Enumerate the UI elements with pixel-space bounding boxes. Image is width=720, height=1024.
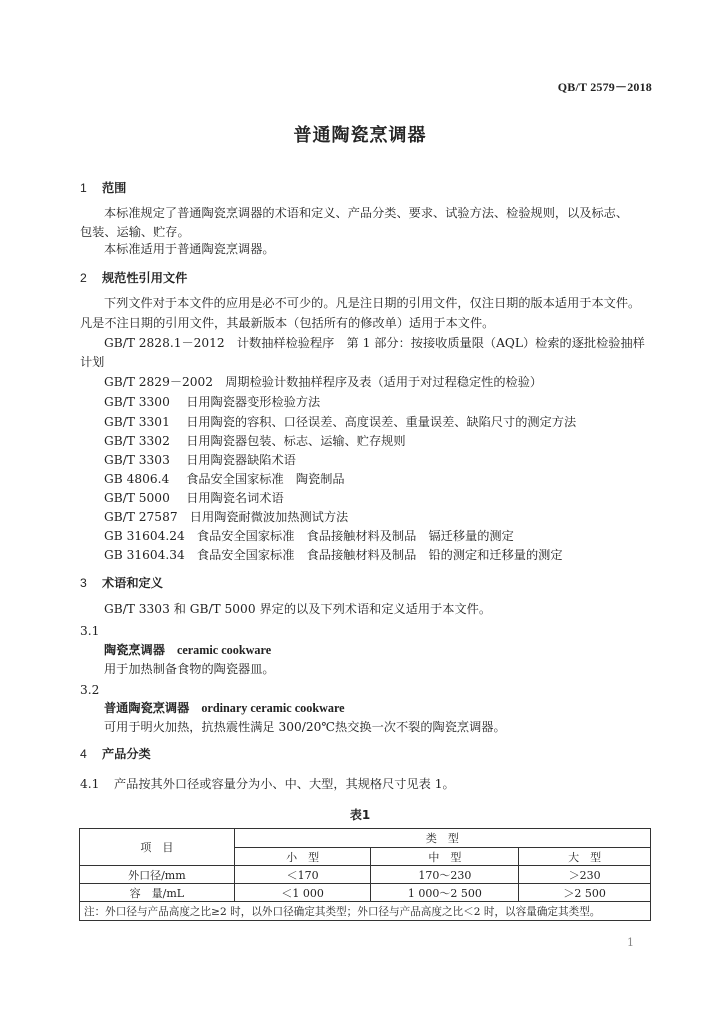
term-chinese: 陶瓷烹调器	[104, 643, 165, 657]
page-number: 1	[627, 936, 634, 949]
reference-item: GB/T 5000 日用陶瓷名词术语	[104, 491, 284, 505]
reference-item: GB 31604.24 食品安全国家标准 食品接触材料及制品 镉迁移量的测定	[104, 529, 514, 543]
term-number: 3.2	[80, 683, 100, 697]
document-title: 普通陶瓷烹调器	[293, 125, 427, 146]
header-large: 大 型	[519, 848, 651, 866]
table-header-row	[80, 829, 651, 848]
header-small: 小 型	[234, 848, 371, 866]
cell-medium: 170～230	[371, 866, 519, 884]
header-type: 类 型	[234, 829, 650, 848]
reference-item: GB/T 3302 日用陶瓷器包装、标志、运输、贮存规则	[104, 434, 406, 448]
table-note: 注：外口径与产品高度之比≥2 时，以外口径确定其类型；外口径与产品高度之比＜2 时，以容量确定其类型。	[80, 902, 651, 921]
reference-item: GB 4806.4 食品安全国家标准 陶瓷制品	[104, 472, 345, 486]
clause-4-1	[80, 778, 455, 790]
section-number: 1	[80, 181, 87, 195]
reference-item: GB/T 27587 日用陶瓷耐微波加热测试方法	[104, 510, 349, 524]
section-title: 范围	[102, 181, 127, 195]
term-english: ordinary ceramic cookware	[201, 701, 345, 715]
section-3-heading	[80, 577, 163, 589]
section-title: 规范性引用文件	[102, 271, 188, 285]
paragraph-line: 本标准适用于普通陶瓷烹调器。	[104, 242, 275, 256]
table-row	[80, 866, 651, 884]
cell-medium: 1 000～2 500	[371, 884, 519, 902]
reference-item: GB/T 2828.1－2012 计数抽样检验程序 第 1 部分：按接收质量限（AQL）检索的逐批检验抽样	[104, 336, 645, 350]
cell-large: ＞2 500	[519, 884, 651, 902]
section-title: 产品分类	[102, 747, 151, 761]
paragraph-line: 下列文件对于本文件的应用是必不可少的。凡是注日期的引用文件，仅注日期的版本适用于本文件。	[104, 296, 641, 310]
cell-small: ＜170	[234, 866, 371, 884]
document-code: QB/T 2579－2018	[557, 80, 652, 94]
reference-item: GB 31604.34 食品安全国家标准 食品接触材料及制品 铅的测定和迁移量的测定	[104, 548, 563, 562]
paragraph-line: 包装、运输、贮存。	[80, 225, 190, 239]
table-row	[80, 884, 651, 902]
term-definition: 用于加热制备食物的陶瓷器皿。	[104, 662, 275, 676]
clause-text: 产品按其外口径或容量分为小、中、大型，其规格尺寸见表 1。	[114, 777, 455, 791]
header-medium: 中 型	[371, 848, 519, 866]
cell-large: ＞230	[519, 866, 651, 884]
term-definition: 可用于明火加热，抗热震性满足 300/20℃热交换一次不裂的陶瓷烹调器。	[104, 720, 506, 734]
row-label: 容 量/mL	[80, 884, 235, 902]
paragraph-line: 本标准规定了普通陶瓷烹调器的术语和定义、产品分类、要求、试验方法、检验规则，以及标志、	[104, 206, 629, 220]
clause-number: 4.1	[80, 777, 100, 791]
paragraph-line: GB/T 3303 和 GB/T 5000 界定的以及下列术语和定义适用于本文件。	[104, 602, 492, 616]
section-4-heading	[80, 748, 151, 760]
section-number: 3	[80, 576, 87, 590]
header-item: 项 目	[80, 829, 235, 866]
reference-item-continuation: 计划	[80, 355, 105, 369]
term-number: 3.1	[80, 624, 100, 638]
term-entry	[104, 644, 271, 656]
section-number: 4	[80, 747, 87, 761]
reference-item: GB/T 3300 日用陶瓷器变形检验方法	[104, 395, 321, 409]
reference-item: GB/T 3303 日用陶瓷器缺陷术语	[104, 453, 296, 467]
term-chinese: 普通陶瓷烹调器	[104, 701, 190, 715]
table-caption: 表1	[349, 808, 371, 822]
section-1-heading	[80, 182, 126, 194]
term-entry	[104, 702, 345, 714]
reference-item: GB/T 3301 日用陶瓷的容积、口径误差、高度误差、重量误差、缺陷尺寸的测定方法	[104, 415, 577, 429]
reference-item: GB/T 2829－2002 周期检验计数抽样程序及表（适用于对过程稳定性的检验）	[104, 375, 543, 389]
row-label: 外口径/mm	[80, 866, 235, 884]
paragraph-line: 凡是不注日期的引用文件，其最新版本（包括所有的修改单）适用于本文件。	[80, 316, 495, 330]
section-number: 2	[80, 271, 87, 285]
cell-small: ＜1 000	[234, 884, 371, 902]
table-note-row	[80, 902, 651, 921]
spec-table	[79, 828, 651, 921]
section-title: 术语和定义	[102, 576, 163, 590]
term-english: ceramic cookware	[176, 643, 272, 657]
section-2-heading	[80, 272, 187, 284]
